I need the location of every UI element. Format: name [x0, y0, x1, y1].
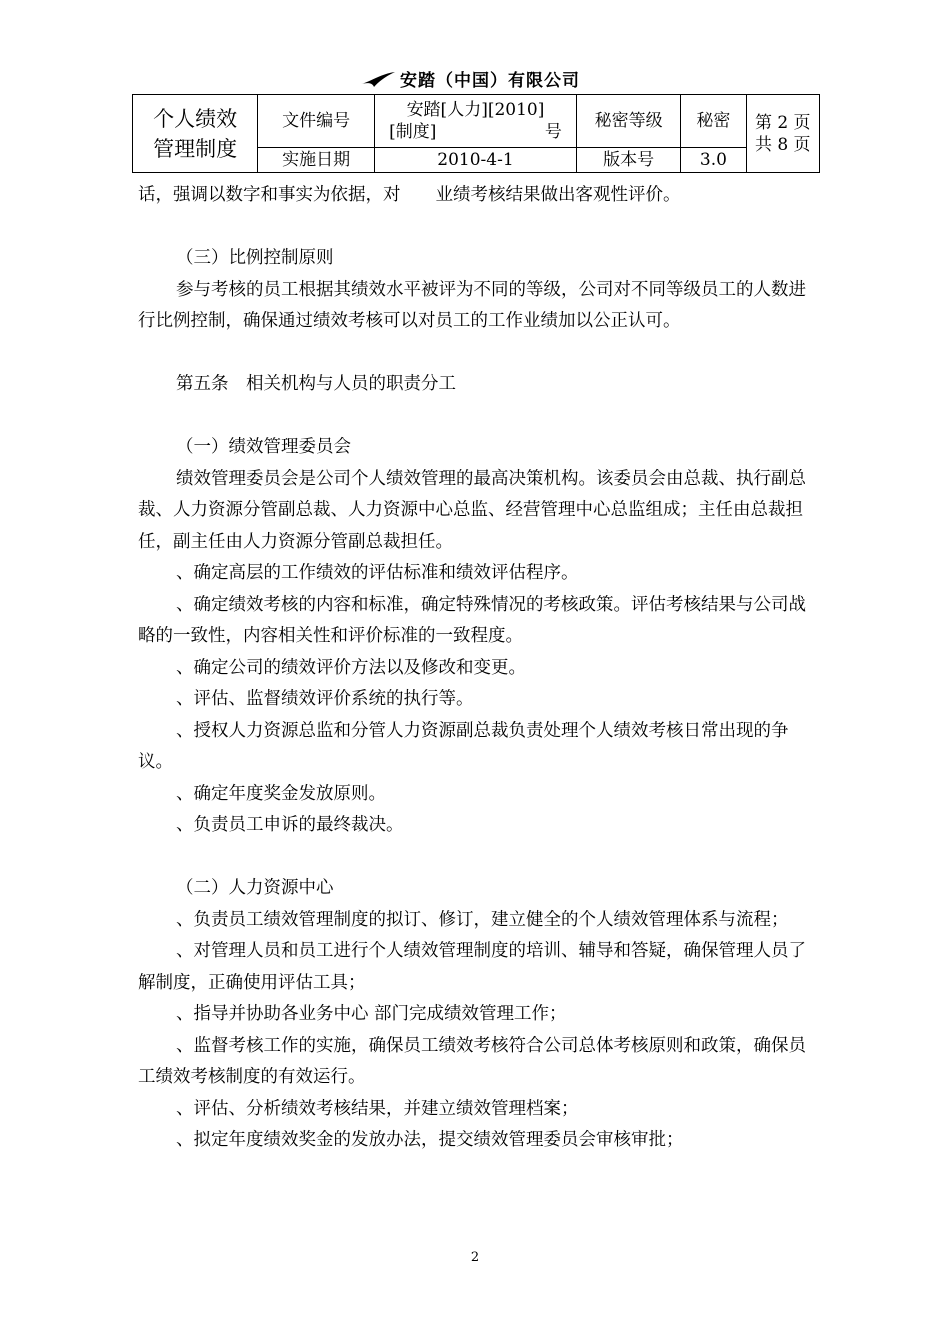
secrecy-label: 秘密等级	[576, 95, 680, 148]
list-item: 、拟定年度绩效奖金的发放办法，提交绩效管理委员会审核审批；	[176, 1130, 684, 1150]
list-item: 、负责员工申诉的最终裁决。	[176, 815, 404, 835]
list-item: 、监督考核工作的实施，确保员工绩效考核符合公司总体考核原则和政策，确保员工绩效考核制度的有效运行。	[138, 1035, 806, 1087]
page-info-line1: 第 2 页	[754, 112, 811, 133]
document-body	[138, 180, 818, 1157]
list-item: 、确定公司的绩效评价方法以及修改和变更。	[176, 657, 526, 678]
page-info-line2: 共 8 页	[754, 134, 811, 155]
list-item: 、评估、监督绩效评价系统的执行等。	[176, 689, 474, 709]
list-item: 、评估、分析绩效考核结果，并建立绩效管理档案；	[176, 1098, 579, 1119]
version-value: 3.0	[681, 148, 746, 173]
list-item: 、确定绩效考核的内容和标准，确定特殊情况的考核政策。评估考核结果与公司战略的一致性，内容相关性和评价标准的一致程度。	[138, 594, 806, 646]
document-header-table	[132, 94, 820, 173]
document-title-cell	[133, 95, 258, 173]
list-item: 、授权人力资源总监和分管人力资源副总裁负责处理个人绩效考核日常出现的争议。	[138, 720, 789, 772]
page-number: 2	[470, 1250, 480, 1265]
company-name: 安踏（中国）有限公司	[400, 71, 580, 91]
section-heading-committee: （一）绩效管理委员会	[176, 437, 351, 457]
section-heading-hr-center: （二）人力资源中心	[176, 878, 334, 898]
doc-number-value	[375, 95, 577, 148]
page-info-cell	[746, 95, 820, 173]
company-header	[360, 66, 580, 91]
effective-date-value: 2010-4-1	[375, 148, 577, 173]
list-item: 、确定高层的工作绩效的评估标准和绩效评估程序。	[176, 563, 579, 583]
doc-number-line2b: 号	[544, 122, 562, 142]
list-item: 、指导并协助各业务中心 部门完成绩效管理工作；	[176, 1004, 567, 1024]
document-title-line1: 个人绩效	[153, 106, 238, 131]
paragraph-ratio-control: 参与考核的员工根据其绩效水平被评为不同的等级，公司对不同等级员工的人数进行比例控制，确保通过绩效考核可以对员工的工作业绩加以公正认可。	[138, 279, 806, 331]
list-item: 、负责员工绩效管理制度的拟订、修订，建立健全的个人绩效管理体系与流程；	[176, 909, 789, 930]
version-label: 版本号	[576, 148, 680, 173]
paragraph-committee: 绩效管理委员会是公司个人绩效管理的最高决策机构。该委员会由总裁、执行副总裁、人力资源分管副总裁、人力资源中心总监、经营管理中心总监组成；主任由总裁担任，副主任由人力资源分管副总裁担任。	[138, 468, 806, 552]
list-item: 、确定年度奖金发放原则。	[176, 783, 386, 804]
doc-number-label: 文件编号	[258, 95, 375, 148]
article-five-heading: 第五条 相关机构与人员的职责分工	[176, 374, 456, 394]
list-item: 、对管理人员和员工进行个人绩效管理制度的培训、辅导和答疑，确保管理人员了解制度，正确使用评估工具；	[138, 941, 806, 993]
doc-number-line2a: [制度]	[389, 122, 437, 142]
anta-logo-icon	[360, 70, 396, 88]
effective-date-label: 实施日期	[258, 148, 375, 173]
continued-paragraph: 话，强调以数字和事实为依据，对 业绩考核结果做出客观性评价。	[138, 185, 681, 205]
secrecy-value: 秘密	[681, 95, 746, 148]
document-title-line2: 管理制度	[153, 136, 238, 161]
section-heading-ratio-control: （三）比例控制原则	[176, 248, 334, 268]
doc-number-line1: 安踏[人力][2010]	[406, 100, 545, 120]
